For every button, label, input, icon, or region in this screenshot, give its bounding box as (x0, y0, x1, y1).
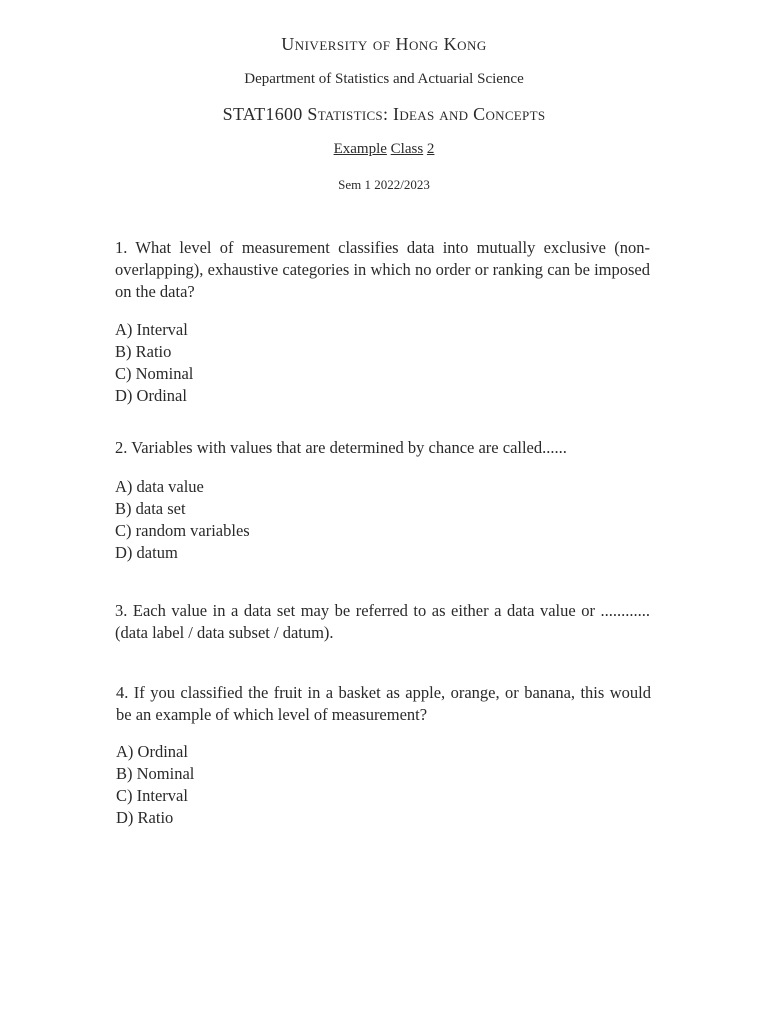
department-name: Department of Statistics and Actuarial Science (244, 71, 524, 87)
option-item: D) Ordinal (115, 386, 187, 405)
example-word: Example (333, 141, 387, 157)
question-4-options (116, 741, 516, 829)
option-item: B) data set (115, 499, 186, 518)
question-1-options (115, 319, 515, 407)
example-class-heading (0, 141, 768, 158)
option-item: C) Interval (116, 786, 188, 805)
semester-label: Sem 1 2022/2023 (338, 177, 430, 192)
university-name: University of Hong Kong (281, 34, 487, 54)
question-2-text: 2. Variables with values that are determined by chance are called...... (115, 438, 567, 457)
course-name: Statistics: Ideas and Concepts (307, 104, 546, 124)
class-number: 2 (426, 141, 435, 157)
question-4-text: 4. If you classified the fruit in a basket as apple, orange, or banana, this would be an example of which level of measurement? (116, 683, 651, 724)
option-item: C) Nominal (115, 364, 194, 383)
option-item: D) Ratio (116, 808, 174, 827)
course-code: STAT1600 (222, 104, 303, 124)
question-3-text: 3. Each value in a data set may be referred to as either a data value or ............ (data label / data subset / datum). (115, 601, 650, 642)
question-2-options (115, 476, 515, 564)
question-1-text: 1. What level of measurement classifies data into mutually exclusive (non-overlapping), exhaustive categories in which no order or ranking can be imposed on the data? (115, 238, 650, 301)
option-item: A) Interval (115, 320, 188, 339)
option-item: D) datum (115, 543, 178, 562)
class-word: Class (390, 141, 424, 157)
option-item: A) Ordinal (116, 742, 188, 761)
option-item: C) random variables (115, 521, 250, 540)
option-item: A) data value (115, 477, 204, 496)
option-item: B) Nominal (116, 764, 195, 783)
course-title (0, 104, 768, 125)
option-item: B) Ratio (115, 342, 172, 361)
